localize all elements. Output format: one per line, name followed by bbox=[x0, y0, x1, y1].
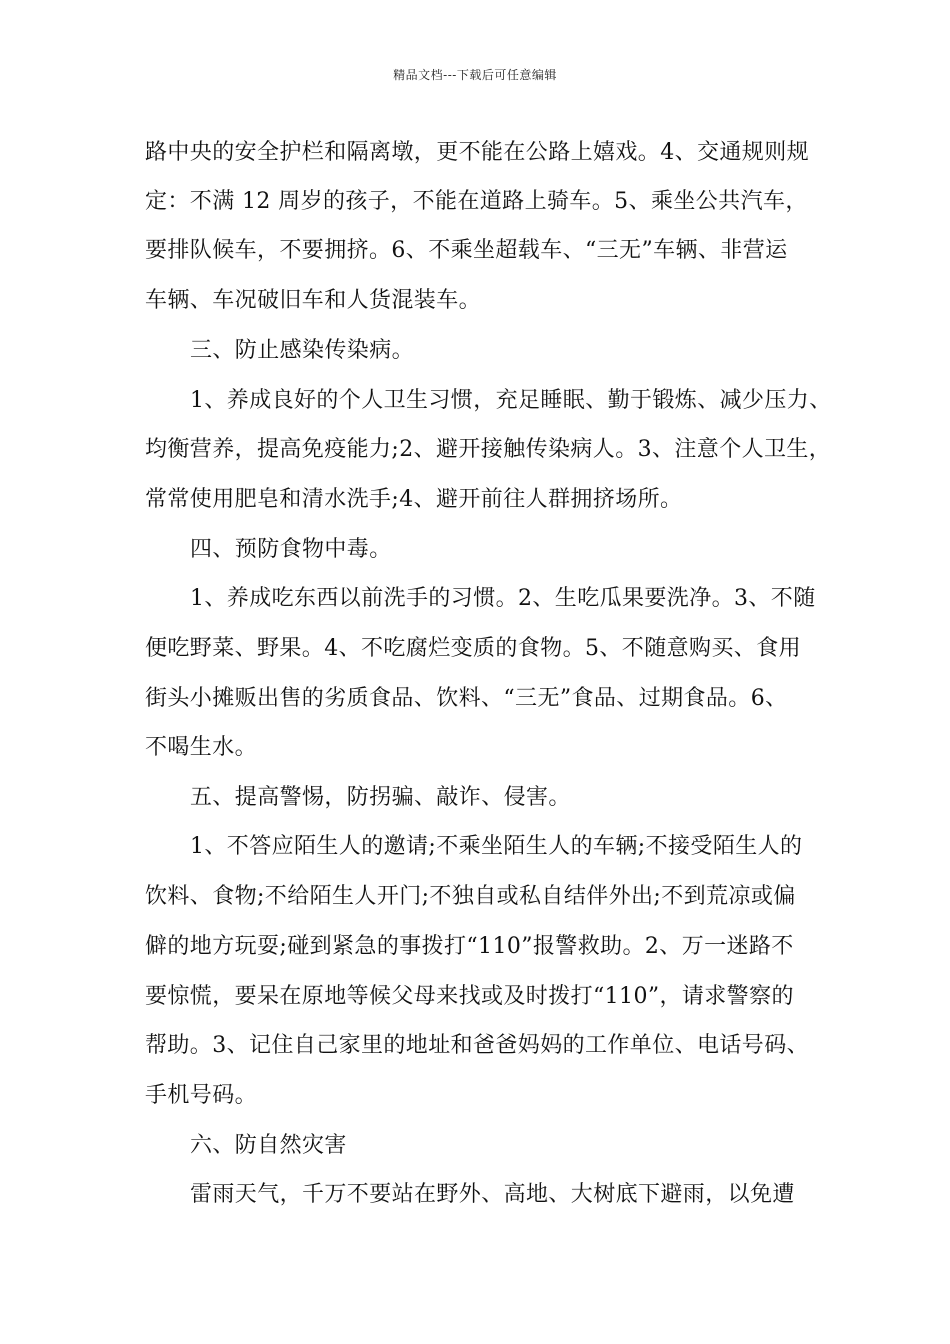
paragraph-line: 车辆、车况破旧车和人货混装车。 bbox=[145, 288, 482, 313]
paragraph-line: 便吃野菜、野果。4、不吃腐烂变质的食物。5、不随意购买、食用 bbox=[145, 636, 801, 661]
paragraph-line: 定：不满 12 周岁的孩子，不能在道路上骑车。5、乘坐公共汽车， bbox=[145, 189, 808, 214]
section-heading: 三、防止感染传染病。 bbox=[190, 338, 415, 363]
paragraph-line: 帮助。3、记住自己家里的地址和爸爸妈妈的工作单位、电话号码、 bbox=[145, 1033, 809, 1058]
paragraph-line: 要排队候车，不要拥挤。6、不乘坐超载车、“三无”车辆、非营运 bbox=[145, 238, 788, 263]
paragraph-line: 路中央的安全护栏和隔离墩，更不能在公路上嬉戏。4、交通规则规 bbox=[145, 140, 809, 165]
paragraph-line: 饮料、食物;不给陌生人开门;不独自或私自结伴外出;不到荒凉或偏 bbox=[145, 884, 796, 909]
paragraph-line: 1、不答应陌生人的邀请;不乘坐陌生人的车辆;不接受陌生人的 bbox=[190, 834, 803, 859]
paragraph-line: 要惊慌，要呆在原地等候父母来找或及时拨打“110”，请求警察的 bbox=[145, 984, 794, 1009]
paragraph-line: 均衡营养，提高免疫能力;2、避开接触传染病人。3、注意个人卫生， bbox=[145, 437, 832, 462]
section-heading: 五、提高警惕，防拐骗、敲诈、侵害。 bbox=[190, 785, 571, 810]
section-heading: 四、预防食物中毒。 bbox=[190, 537, 392, 562]
paragraph-line: 常常使用肥皂和清水洗手;4、避开前往人群拥挤场所。 bbox=[145, 487, 683, 512]
paragraph-line: 1、养成良好的个人卫生习惯，充足睡眠、勤于锻炼、减少压力、 bbox=[190, 388, 832, 413]
paragraph-line: 僻的地方玩耍;碰到紧急的事拨打“110”报警救助。2、万一迷路不 bbox=[145, 934, 794, 959]
paragraph-line: 街头小摊贩出售的劣质食品、饮料、“三无”食品、过期食品。6、 bbox=[145, 686, 788, 711]
page-header: 精品文档---下载后可任意编辑 bbox=[393, 68, 557, 82]
paragraph-line: 1、养成吃东西以前洗手的习惯。2、生吃瓜果要洗净。3、不随 bbox=[190, 586, 816, 611]
paragraph-line: 手机号码。 bbox=[145, 1083, 258, 1108]
section-heading: 六、防自然灾害 bbox=[190, 1133, 347, 1158]
paragraph-line: 不喝生水。 bbox=[145, 735, 258, 760]
paragraph-line: 雷雨天气，千万不要站在野外、高地、大树底下避雨，以免遭 bbox=[190, 1182, 795, 1207]
